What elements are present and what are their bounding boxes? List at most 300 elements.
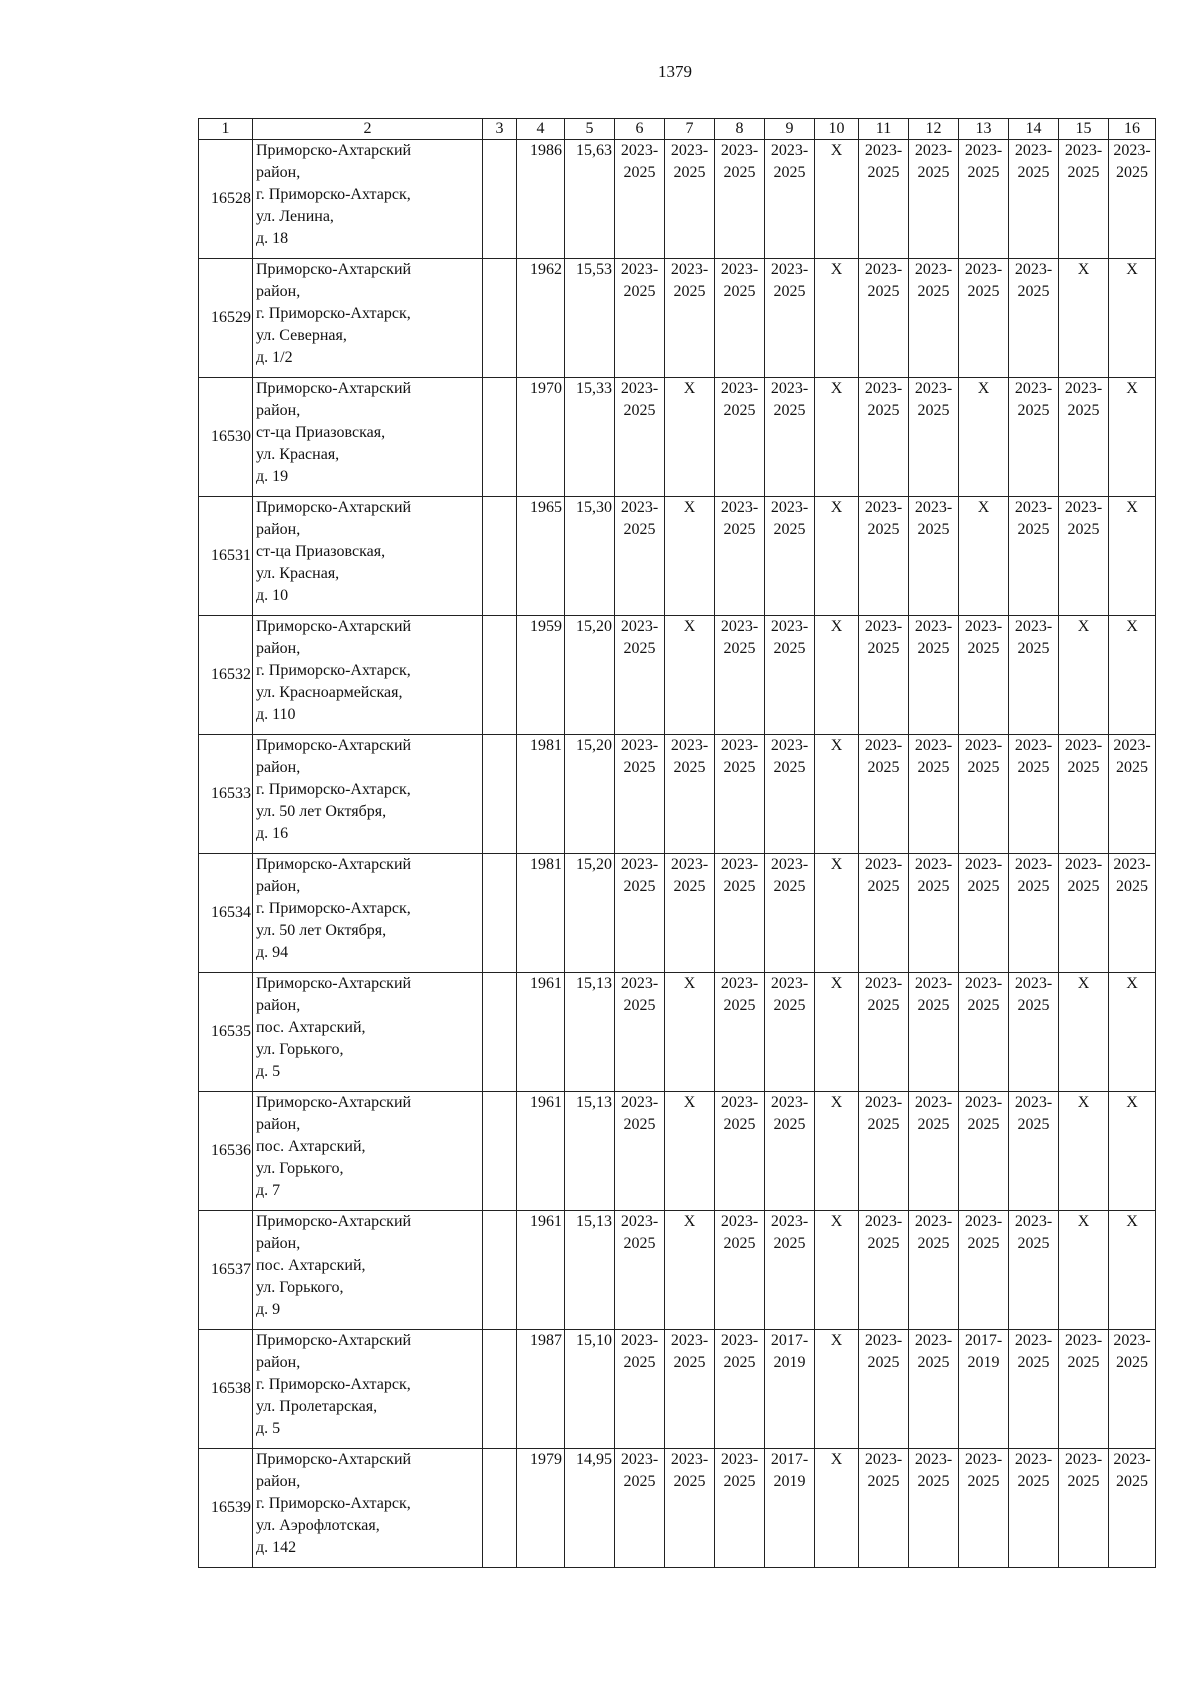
- column-header: 13: [959, 119, 1009, 140]
- status-x-mark: X: [977, 380, 990, 397]
- table-row: [199, 1330, 1156, 1449]
- status-x-mark: X: [683, 975, 696, 992]
- table-row: [199, 140, 1156, 259]
- status-cell: [765, 259, 815, 378]
- status-period: 2023- 2025: [914, 1332, 953, 1371]
- status-cell: [715, 1092, 765, 1211]
- status-cell: [815, 616, 859, 735]
- year-cell: 1970: [517, 378, 565, 497]
- status-cell: [715, 973, 765, 1092]
- status-period: 2023- 2025: [1014, 856, 1053, 895]
- status-period: 2023- 2025: [1064, 499, 1103, 538]
- status-x-mark: X: [1126, 975, 1138, 992]
- status-period: 2023- 2025: [720, 618, 759, 657]
- status-x-mark: X: [830, 1094, 843, 1111]
- status-period: 2023- 2025: [1014, 380, 1053, 419]
- column-header: 15: [1059, 119, 1109, 140]
- status-period: 2023- 2025: [964, 737, 1003, 776]
- empty-cell: [483, 1211, 517, 1330]
- status-period: 2023- 2025: [1014, 261, 1053, 300]
- status-cell: [1109, 854, 1156, 973]
- status-x-mark: X: [1077, 1213, 1090, 1230]
- status-period: 2017- 2019: [770, 1451, 809, 1490]
- row-number: 16534: [199, 854, 253, 973]
- empty-cell: [483, 1092, 517, 1211]
- value-cell: 15,13: [565, 973, 615, 1092]
- column-header: 9: [765, 119, 815, 140]
- status-cell: [665, 1092, 715, 1211]
- status-cell: [615, 378, 665, 497]
- column-header: 2: [253, 119, 483, 140]
- value-cell: 15,30: [565, 497, 615, 616]
- table-row: [199, 378, 1156, 497]
- table-row: [199, 616, 1156, 735]
- status-cell: [859, 497, 909, 616]
- status-period: 2023- 2025: [670, 737, 709, 776]
- year-cell: 1961: [517, 973, 565, 1092]
- status-cell: [909, 735, 959, 854]
- status-period: 2023- 2025: [964, 1094, 1003, 1133]
- status-cell: [715, 259, 765, 378]
- status-cell: [815, 378, 859, 497]
- status-x-mark: X: [683, 1094, 696, 1111]
- status-period: 2023- 2025: [1014, 499, 1053, 538]
- status-period: 2023- 2025: [964, 975, 1003, 1014]
- status-period: 2023- 2025: [720, 737, 759, 776]
- status-period: 2023- 2025: [1113, 737, 1151, 776]
- status-cell: [1059, 1330, 1109, 1449]
- address-cell: Приморско-Ахтарский район, ст-ца Приазовская, ул. Красная, д. 10: [253, 497, 483, 616]
- column-header: 3: [483, 119, 517, 140]
- status-cell: [815, 1449, 859, 1568]
- empty-cell: [483, 140, 517, 259]
- status-cell: [765, 735, 815, 854]
- value-cell: 15,53: [565, 259, 615, 378]
- status-cell: [615, 854, 665, 973]
- column-header: 5: [565, 119, 615, 140]
- year-cell: 1981: [517, 735, 565, 854]
- value-cell: 15,13: [565, 1211, 615, 1330]
- year-cell: 1965: [517, 497, 565, 616]
- status-cell: [1059, 854, 1109, 973]
- status-period: 2023- 2025: [720, 499, 759, 538]
- status-cell: [765, 497, 815, 616]
- status-cell: [615, 259, 665, 378]
- status-period: 2023- 2025: [864, 142, 903, 181]
- status-cell: [615, 616, 665, 735]
- value-cell: 15,20: [565, 616, 615, 735]
- status-cell: [909, 497, 959, 616]
- empty-cell: [483, 735, 517, 854]
- status-period: 2023- 2025: [864, 1094, 903, 1133]
- status-cell: [815, 973, 859, 1092]
- status-period: 2023- 2025: [864, 737, 903, 776]
- year-cell: 1986: [517, 140, 565, 259]
- status-period: 2023- 2025: [864, 380, 903, 419]
- header-row: [199, 119, 1156, 140]
- status-cell: [615, 140, 665, 259]
- status-period: 2023- 2025: [620, 737, 659, 776]
- status-cell: [1009, 259, 1059, 378]
- status-cell: [909, 973, 959, 1092]
- status-x-mark: X: [1077, 261, 1090, 278]
- status-cell: [859, 140, 909, 259]
- status-cell: [1009, 616, 1059, 735]
- status-period: 2023- 2025: [964, 1213, 1003, 1252]
- status-cell: [1009, 1092, 1059, 1211]
- status-cell: [1009, 854, 1059, 973]
- status-x-mark: X: [1126, 261, 1138, 278]
- status-period: 2023- 2025: [720, 261, 759, 300]
- status-cell: [665, 735, 715, 854]
- status-period: 2023- 2025: [770, 1094, 809, 1133]
- status-cell: [1109, 1449, 1156, 1568]
- address-cell: Приморско-Ахтарский район, г. Приморско-Ахтарск, ул. 50 лет Октября, д. 16: [253, 735, 483, 854]
- status-cell: [715, 497, 765, 616]
- value-cell: 15,20: [565, 854, 615, 973]
- status-cell: [1059, 973, 1109, 1092]
- status-cell: [615, 1449, 665, 1568]
- status-period: 2023- 2025: [770, 975, 809, 1014]
- status-period: 2023- 2025: [1064, 380, 1103, 419]
- status-cell: [665, 497, 715, 616]
- status-period: 2023- 2025: [620, 1094, 659, 1133]
- row-number: 16538: [199, 1330, 253, 1449]
- empty-cell: [483, 854, 517, 973]
- status-period: 2023- 2025: [1014, 618, 1053, 657]
- column-header: 10: [815, 119, 859, 140]
- status-period: 2023- 2025: [864, 499, 903, 538]
- status-cell: [859, 1092, 909, 1211]
- status-period: 2023- 2025: [620, 856, 659, 895]
- status-period: 2023- 2025: [670, 142, 709, 181]
- status-cell: [665, 1449, 715, 1568]
- status-cell: [959, 1330, 1009, 1449]
- status-cell: [959, 616, 1009, 735]
- year-cell: 1979: [517, 1449, 565, 1568]
- value-cell: 15,33: [565, 378, 615, 497]
- status-cell: [1059, 735, 1109, 854]
- row-number: 16535: [199, 973, 253, 1092]
- status-cell: [765, 616, 815, 735]
- status-period: 2023- 2025: [1014, 975, 1053, 1014]
- row-number: 16531: [199, 497, 253, 616]
- status-period: 2023- 2025: [1113, 856, 1151, 895]
- column-header: 1: [199, 119, 253, 140]
- status-period: 2023- 2025: [914, 1213, 953, 1252]
- status-period: 2023- 2025: [964, 261, 1003, 300]
- status-cell: [715, 854, 765, 973]
- status-cell: [859, 1211, 909, 1330]
- status-cell: [1109, 973, 1156, 1092]
- status-cell: [815, 497, 859, 616]
- status-period: 2023- 2025: [620, 1332, 659, 1371]
- status-x-mark: X: [977, 499, 990, 516]
- status-cell: [715, 1330, 765, 1449]
- status-period: 2023- 2025: [720, 856, 759, 895]
- status-period: 2023- 2025: [770, 856, 809, 895]
- table-body: [199, 119, 1156, 1568]
- status-cell: [959, 140, 1009, 259]
- status-cell: [665, 1330, 715, 1449]
- column-header: 12: [909, 119, 959, 140]
- status-cell: [665, 378, 715, 497]
- status-x-mark: X: [830, 1451, 843, 1468]
- status-cell: [959, 973, 1009, 1092]
- status-x-mark: X: [1126, 1213, 1138, 1230]
- table-row: [199, 1092, 1156, 1211]
- status-cell: [715, 1449, 765, 1568]
- status-cell: [765, 140, 815, 259]
- status-cell: [909, 1092, 959, 1211]
- status-period: 2023- 2025: [1014, 1332, 1053, 1371]
- status-period: 2023- 2025: [864, 1332, 903, 1371]
- status-cell: [1059, 616, 1109, 735]
- status-cell: [1009, 1211, 1059, 1330]
- status-period: 2023- 2025: [914, 737, 953, 776]
- status-cell: [909, 854, 959, 973]
- status-cell: [959, 378, 1009, 497]
- status-cell: [1109, 1330, 1156, 1449]
- status-period: 2023- 2025: [1014, 1451, 1053, 1490]
- status-period: 2023- 2025: [1064, 1451, 1103, 1490]
- status-period: 2023- 2025: [770, 261, 809, 300]
- status-period: 2023- 2025: [770, 1213, 809, 1252]
- address-cell: Приморско-Ахтарский район, г. Приморско-Ахтарск, ул. Пролетарская, д. 5: [253, 1330, 483, 1449]
- status-cell: [815, 1211, 859, 1330]
- status-cell: [815, 1092, 859, 1211]
- table-row: [199, 854, 1156, 973]
- status-cell: [1059, 378, 1109, 497]
- status-x-mark: X: [830, 737, 843, 754]
- status-cell: [665, 1211, 715, 1330]
- status-period: 2023- 2025: [964, 856, 1003, 895]
- table-row: [199, 973, 1156, 1092]
- status-period: 2023- 2025: [864, 975, 903, 1014]
- status-cell: [765, 1211, 815, 1330]
- year-cell: 1987: [517, 1330, 565, 1449]
- status-cell: [715, 1211, 765, 1330]
- status-period: 2023- 2025: [964, 142, 1003, 181]
- status-cell: [1059, 140, 1109, 259]
- status-period: 2023- 2025: [914, 856, 953, 895]
- status-cell: [1059, 259, 1109, 378]
- status-cell: [959, 735, 1009, 854]
- status-cell: [859, 1330, 909, 1449]
- status-period: 2023- 2025: [620, 1213, 659, 1252]
- status-cell: [615, 1211, 665, 1330]
- status-period: 2023- 2025: [670, 1451, 709, 1490]
- status-period: 2023- 2025: [1014, 737, 1053, 776]
- status-x-mark: X: [683, 499, 696, 516]
- status-cell: [1109, 497, 1156, 616]
- status-cell: [765, 854, 815, 973]
- status-period: 2023- 2025: [670, 856, 709, 895]
- status-cell: [665, 854, 715, 973]
- status-cell: [959, 259, 1009, 378]
- status-period: 2023- 2025: [620, 1451, 659, 1490]
- status-cell: [1109, 378, 1156, 497]
- status-period: 2023- 2025: [1014, 1094, 1053, 1133]
- column-header: 14: [1009, 119, 1059, 140]
- status-cell: [909, 140, 959, 259]
- status-cell: [959, 854, 1009, 973]
- status-cell: [1059, 1449, 1109, 1568]
- page-number: 1379: [658, 62, 692, 81]
- status-period: 2023- 2025: [720, 1332, 759, 1371]
- status-period: 2017- 2019: [964, 1332, 1003, 1371]
- status-period: 2023- 2025: [914, 975, 953, 1014]
- status-cell: [765, 378, 815, 497]
- status-x-mark: X: [1077, 618, 1090, 635]
- status-x-mark: X: [830, 1332, 843, 1349]
- status-cell: [959, 1449, 1009, 1568]
- status-period: 2023- 2025: [620, 142, 659, 181]
- status-cell: [765, 973, 815, 1092]
- row-number: 16532: [199, 616, 253, 735]
- status-cell: [1059, 1092, 1109, 1211]
- status-period: 2023- 2025: [914, 499, 953, 538]
- status-cell: [859, 973, 909, 1092]
- status-cell: [615, 497, 665, 616]
- row-number: 16533: [199, 735, 253, 854]
- status-cell: [1059, 497, 1109, 616]
- status-cell: [909, 1449, 959, 1568]
- status-cell: [1009, 497, 1059, 616]
- status-cell: [715, 616, 765, 735]
- status-period: 2017- 2019: [770, 1332, 809, 1371]
- year-cell: 1959: [517, 616, 565, 735]
- row-number: 16539: [199, 1449, 253, 1568]
- status-cell: [1109, 259, 1156, 378]
- status-cell: [615, 735, 665, 854]
- status-period: 2023- 2025: [720, 380, 759, 419]
- status-cell: [1009, 1330, 1059, 1449]
- status-cell: [665, 140, 715, 259]
- status-cell: [815, 854, 859, 973]
- value-cell: 14,95: [565, 1449, 615, 1568]
- empty-cell: [483, 497, 517, 616]
- status-cell: [715, 140, 765, 259]
- status-cell: [815, 259, 859, 378]
- status-cell: [859, 1449, 909, 1568]
- status-period: 2023- 2025: [914, 618, 953, 657]
- empty-cell: [483, 616, 517, 735]
- status-x-mark: X: [1126, 499, 1138, 516]
- status-period: 2023- 2025: [720, 975, 759, 1014]
- row-number: 16529: [199, 259, 253, 378]
- status-period: 2023- 2025: [770, 618, 809, 657]
- address-cell: Приморско-Ахтарский район, г. Приморско-Ахтарск, ул. Красноармейская, д. 110: [253, 616, 483, 735]
- status-period: 2023- 2025: [964, 1451, 1003, 1490]
- value-cell: 15,10: [565, 1330, 615, 1449]
- status-period: 2023- 2025: [620, 380, 659, 419]
- status-period: 2023- 2025: [770, 499, 809, 538]
- empty-cell: [483, 1330, 517, 1449]
- status-x-mark: X: [1077, 975, 1090, 992]
- status-cell: [1109, 140, 1156, 259]
- value-cell: 15,13: [565, 1092, 615, 1211]
- status-period: 2023- 2025: [914, 261, 953, 300]
- status-cell: [1009, 973, 1059, 1092]
- status-cell: [859, 616, 909, 735]
- status-cell: [665, 259, 715, 378]
- status-period: 2023- 2025: [770, 142, 809, 181]
- status-cell: [715, 735, 765, 854]
- status-x-mark: X: [830, 1213, 843, 1230]
- value-cell: 15,20: [565, 735, 615, 854]
- status-cell: [959, 497, 1009, 616]
- column-header: 11: [859, 119, 909, 140]
- status-period: 2023- 2025: [720, 1094, 759, 1133]
- status-x-mark: X: [1126, 1094, 1138, 1111]
- status-period: 2023- 2025: [864, 618, 903, 657]
- status-period: 2023- 2025: [864, 1213, 903, 1252]
- status-cell: [765, 1092, 815, 1211]
- status-x-mark: X: [830, 618, 843, 635]
- status-period: 2023- 2025: [1113, 1332, 1151, 1371]
- status-period: 2023- 2025: [914, 380, 953, 419]
- empty-cell: [483, 378, 517, 497]
- status-x-mark: X: [1126, 380, 1138, 397]
- status-period: 2023- 2025: [1113, 1451, 1151, 1490]
- status-period: 2023- 2025: [1014, 142, 1053, 181]
- status-cell: [1109, 735, 1156, 854]
- status-x-mark: X: [830, 856, 843, 873]
- status-cell: [1009, 1449, 1059, 1568]
- address-cell: Приморско-Ахтарский район, г. Приморско-Ахтарск, ул. Ленина, д. 18: [253, 140, 483, 259]
- status-period: 2023- 2025: [864, 856, 903, 895]
- address-cell: Приморско-Ахтарский район, пос. Ахтарский, ул. Горького, д. 5: [253, 973, 483, 1092]
- value-cell: 15,63: [565, 140, 615, 259]
- status-cell: [815, 140, 859, 259]
- status-period: 2023- 2025: [620, 261, 659, 300]
- status-cell: [1009, 140, 1059, 259]
- status-period: 2023- 2025: [964, 618, 1003, 657]
- status-cell: [909, 616, 959, 735]
- status-x-mark: X: [830, 499, 843, 516]
- status-x-mark: X: [1126, 618, 1138, 635]
- status-cell: [909, 259, 959, 378]
- status-cell: [859, 378, 909, 497]
- status-cell: [859, 735, 909, 854]
- year-cell: 1962: [517, 259, 565, 378]
- status-cell: [615, 1330, 665, 1449]
- status-period: 2023- 2025: [1064, 737, 1103, 776]
- year-cell: 1961: [517, 1092, 565, 1211]
- status-period: 2023- 2025: [1113, 142, 1151, 181]
- status-x-mark: X: [683, 618, 696, 635]
- row-number: 16537: [199, 1211, 253, 1330]
- address-cell: Приморско-Ахтарский район, ст-ца Приазовская, ул. Красная, д. 19: [253, 378, 483, 497]
- empty-cell: [483, 259, 517, 378]
- status-cell: [1009, 378, 1059, 497]
- status-period: 2023- 2025: [1014, 1213, 1053, 1252]
- status-cell: [909, 1211, 959, 1330]
- status-cell: [615, 973, 665, 1092]
- status-period: 2023- 2025: [914, 142, 953, 181]
- status-period: 2023- 2025: [914, 1451, 953, 1490]
- status-x-mark: X: [1077, 1094, 1090, 1111]
- status-cell: [615, 1092, 665, 1211]
- empty-cell: [483, 1449, 517, 1568]
- status-x-mark: X: [830, 142, 843, 159]
- status-period: 2023- 2025: [914, 1094, 953, 1133]
- table-row: [199, 1449, 1156, 1568]
- status-period: 2023- 2025: [620, 499, 659, 538]
- table-row: [199, 735, 1156, 854]
- column-header: 6: [615, 119, 665, 140]
